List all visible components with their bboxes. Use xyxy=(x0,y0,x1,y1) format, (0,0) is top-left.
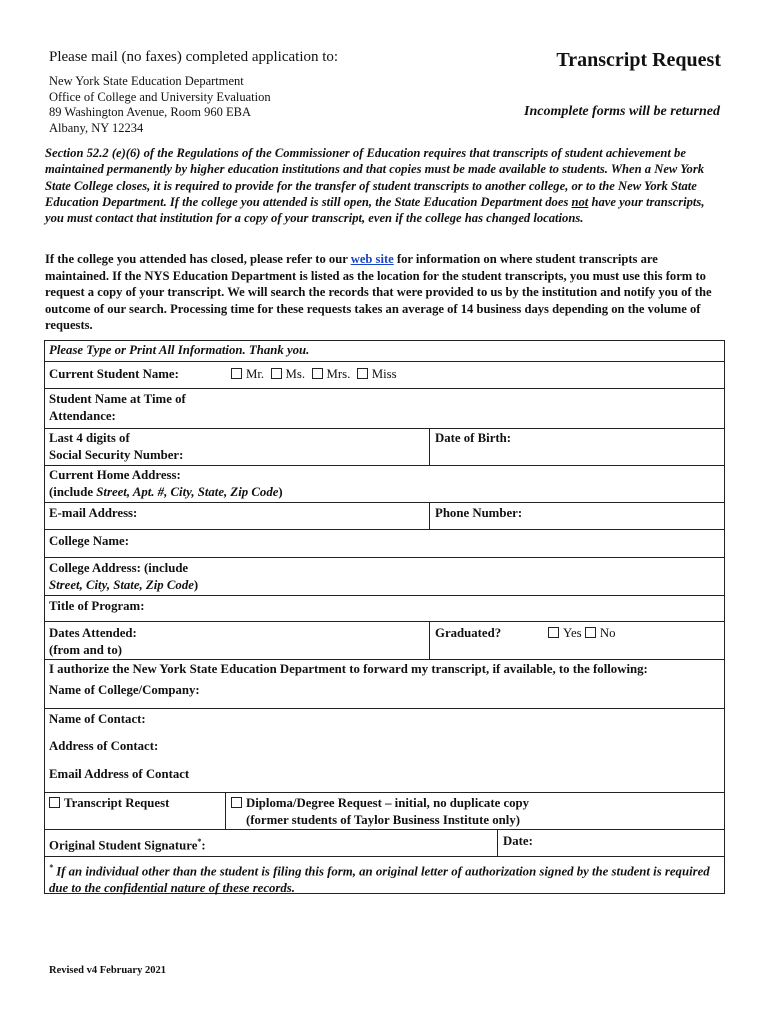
address-line: New York State Education Department xyxy=(49,74,244,88)
mail-instruction: Please mail (no faxes) completed application to: xyxy=(49,49,339,65)
program-title-label: Title of Program: xyxy=(49,599,145,613)
page-title: Transcript Request xyxy=(556,49,721,71)
revision-note: Revised v4 February 2021 xyxy=(49,965,166,976)
graduated-label: Graduated? xyxy=(435,626,502,640)
address-line: Albany, NY 12234 xyxy=(49,120,144,135)
ssn-label: Last 4 digits of Social Security Number: xyxy=(49,431,184,462)
checkbox-yes[interactable]: Yes xyxy=(548,626,582,640)
date-label: Date: xyxy=(503,834,533,848)
authorization-footnote: * If an individual other than the student is filing this form, an original letter of authorization signed by the student is required due to the confidential nature of these records. xyxy=(49,863,710,896)
checkbox-miss[interactable]: Miss xyxy=(357,367,397,381)
incomplete-notice: Incomplete forms will be returned xyxy=(524,104,720,119)
checkbox-no[interactable]: No xyxy=(585,626,616,640)
request-type-row xyxy=(45,792,724,830)
footnote-row xyxy=(45,856,724,895)
college-name-label: College Name: xyxy=(49,534,129,548)
graduated-options xyxy=(548,625,615,642)
mailing-address xyxy=(49,74,271,136)
checkbox-diploma-request[interactable]: Diploma/Degree Request – initial, no duplicate copy (former students of Taylor Business Institute only) xyxy=(231,795,529,829)
contact-email-label: Email Address of Contact xyxy=(49,767,190,781)
recipient-college-label: Name of College/Company: xyxy=(49,683,200,697)
program-title-row[interactable] xyxy=(45,595,724,622)
authorization-statement: I authorize the New York State Education Department to forward my transcript, if available, to the following: xyxy=(49,662,648,676)
title-options xyxy=(231,366,397,383)
contact-address-label: Address of Contact: xyxy=(49,739,159,753)
dates-attended-label: Dates Attended: (from and to) xyxy=(49,626,137,657)
home-address-row[interactable] xyxy=(45,465,724,503)
checkbox-mrs[interactable]: Mrs. xyxy=(312,367,351,381)
signature-label: Original Student Signature*: xyxy=(49,837,206,853)
email-label: E-mail Address: xyxy=(49,506,138,520)
authorization-row xyxy=(45,659,724,709)
emphasis-not: not xyxy=(571,194,589,209)
contact-row[interactable] xyxy=(45,708,724,793)
phone-label: Phone Number: xyxy=(435,506,523,520)
web-site-link[interactable]: web site xyxy=(350,252,394,266)
checkbox-mr[interactable]: Mr. xyxy=(231,367,264,381)
college-address-label: College Address: (include Street, City, State, Zip Code) xyxy=(49,561,199,592)
checkbox-ms[interactable]: Ms. xyxy=(271,367,306,381)
address-line: 89 Washington Avenue, Room 960 EBA xyxy=(49,105,251,119)
home-address-label: Current Home Address: (include Street, Apt. #, City, State, Zip Code) xyxy=(49,468,283,499)
regulation-paragraph: Section 52.2 (e)(6) of the Regulations of the Commissioner of Education requires that transcripts of student achievement be maintained permanently by higher education institutions and that copies must be made available to students. When a New York State College closes, it is required to provide for the transfer of student transcripts to another college, or to the New York State Education Department. If the college you attended is still open, the State Education Department does not have your transcripts, you must contact that institution for a copy of your transcript, even if the college has changed locations. xyxy=(45,146,705,226)
contact-name-label: Name of Contact: xyxy=(49,712,146,726)
signature-row xyxy=(45,829,724,857)
dates-graduated-row xyxy=(45,621,724,660)
current-student-name-row xyxy=(45,361,724,389)
email-phone-row xyxy=(45,502,724,530)
college-name-row[interactable] xyxy=(45,529,724,558)
dob-label: Date of Birth: xyxy=(435,431,512,445)
ssn-dob-row xyxy=(45,428,724,466)
form-instruction: Please Type or Print All Information. Thank you. xyxy=(49,343,310,357)
attendance-name-label: Student Name at Time of Attendance: xyxy=(49,392,186,423)
college-address-row[interactable] xyxy=(45,557,724,596)
request-form xyxy=(44,340,725,894)
current-student-name-label: Current Student Name: xyxy=(49,367,179,381)
closed-college-paragraph: If the college you attended has closed, please refer to our web site for information on where student transcripts are maintained. If the NYS Education Department is listed as the location for the student transcripts, you must use this form to request a copy of your transcript. We will search the records that were provided to us by the institution and notify you of the outcome of our search. Processing time for these requests takes an average of 14 business days depending on the volume of requests. xyxy=(45,252,712,332)
attendance-name-row[interactable] xyxy=(45,388,724,429)
address-line: Office of College and University Evaluation xyxy=(49,89,271,104)
checkbox-transcript-request[interactable]: Transcript Request xyxy=(49,795,169,812)
